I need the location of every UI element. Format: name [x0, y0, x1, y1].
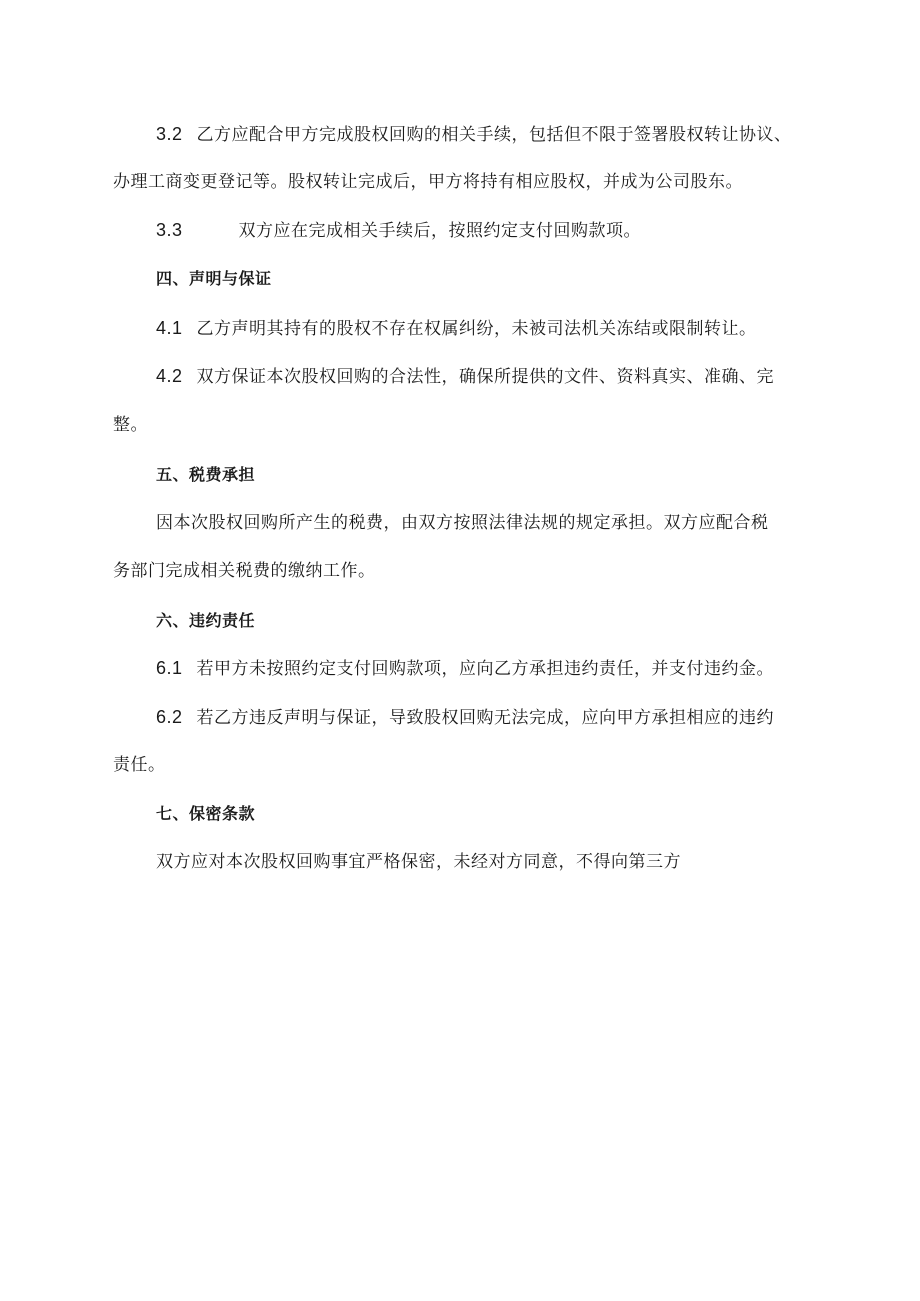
clause-text: 责任。 — [113, 755, 166, 775]
clause-number: 6.1 — [156, 658, 183, 678]
clause-3-2-line-1 — [156, 122, 792, 147]
section-7-line-1 — [156, 850, 681, 874]
clause-text: 乙方应配合甲方完成股权回购的相关手续，包括但不限于签署股权转让协议、 — [196, 125, 792, 145]
section-4-heading: 四、声明与保证 — [156, 269, 272, 288]
clause-3-2-line-2 — [113, 170, 743, 194]
clause-6-2-line-1 — [156, 705, 774, 730]
paragraph-text: 务部门完成相关税费的缴纳工作。 — [113, 561, 376, 581]
paragraph-text: 因本次股权回购所产生的税费，由双方按照法律法规的规定承担。双方应配合税 — [156, 513, 769, 533]
section-6-heading: 六、违约责任 — [156, 611, 256, 630]
clause-text: 若乙方违反声明与保证，导致股权回购无法完成，应向甲方承担相应的违约 — [196, 708, 775, 728]
clause-number: 3.2 — [156, 124, 183, 144]
paragraph-text: 双方应对本次股权回购事宜严格保密，未经对方同意，不得向第三方 — [156, 852, 681, 872]
section-5-line-2 — [113, 559, 376, 583]
clause-4-1-line-1 — [156, 316, 757, 341]
clause-3-3-line-1 — [156, 218, 641, 243]
clause-4-2-line-2 — [113, 413, 148, 437]
clause-number: 4.2 — [156, 366, 183, 386]
clause-text: 乙方声明其持有的股权不存在权属纠纷，未被司法机关冻结或限制转让。 — [196, 319, 757, 339]
clause-text: 办理工商变更登记等。股权转让完成后，甲方将持有相应股权，并成为公司股东。 — [113, 172, 743, 192]
clause-text: 双方应在完成相关手续后，按照约定支付回购款项。 — [238, 221, 642, 241]
section-5-heading: 五、税费承担 — [156, 465, 256, 484]
clause-6-1-line-1 — [156, 656, 774, 681]
section-7-heading: 七、保密条款 — [156, 804, 256, 823]
clause-number: 3.3 — [156, 220, 183, 240]
clause-number: 4.1 — [156, 318, 183, 338]
clause-text: 若甲方未按照约定支付回购款项，应向乙方承担违约责任，并支付违约金。 — [196, 659, 775, 679]
clause-text: 双方保证本次股权回购的合法性，确保所提供的文件、资料真实、准确、完 — [196, 367, 775, 387]
section-5-line-1 — [156, 511, 769, 535]
clause-number: 6.2 — [156, 707, 183, 727]
clause-4-2-line-1 — [156, 364, 774, 389]
clause-text: 整。 — [113, 415, 148, 435]
clause-6-2-line-2 — [113, 753, 166, 777]
